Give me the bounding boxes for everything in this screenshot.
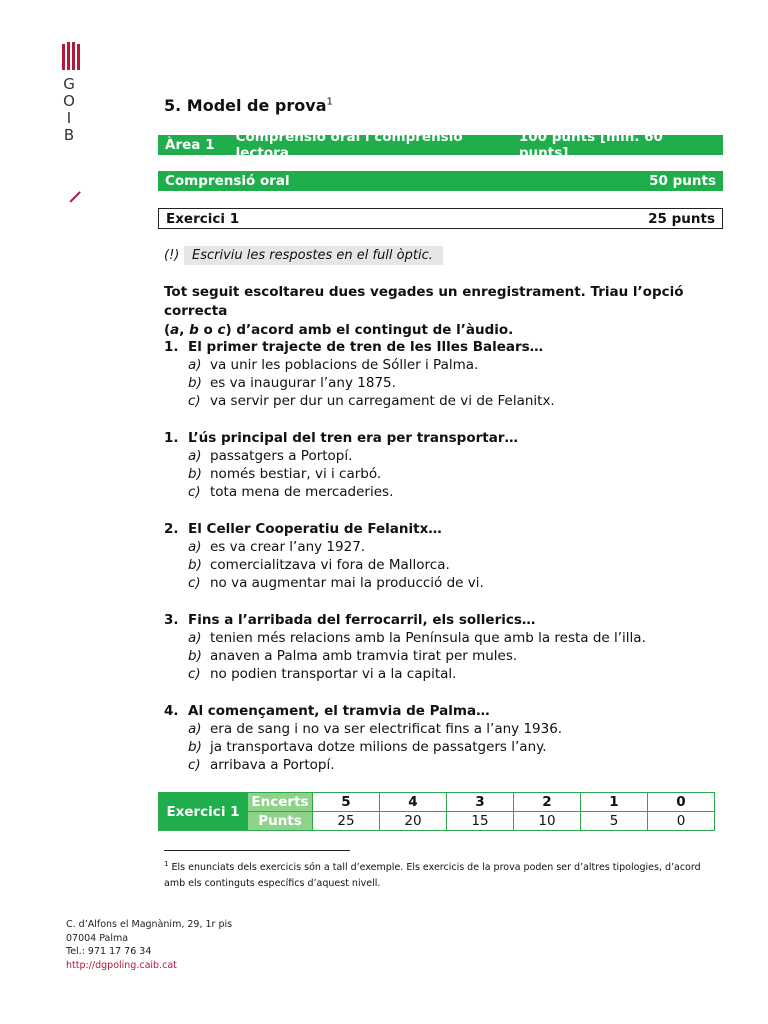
option-text: anaven a Palma amb tramvia tirat per mules. xyxy=(210,648,518,664)
footnote-line-2: amb els continguts específics d’aquest nivell. xyxy=(164,878,381,890)
encerts-cell: 2 xyxy=(514,793,581,812)
section-title: Comprensió oral xyxy=(165,173,290,189)
punts-cell: 5 xyxy=(581,812,648,831)
punts-label: Punts xyxy=(248,812,313,831)
punts-cell: 0 xyxy=(648,812,715,831)
encerts-cell: 5 xyxy=(313,793,380,812)
encerts-label: Encerts xyxy=(248,793,313,812)
footnote-line-1: Els enunciats dels exercicis són a tall d’exemple. Els exercicis de la prova poden ser d’altres tipologies, d’acord xyxy=(171,862,701,874)
option-letter: b) xyxy=(188,557,202,573)
logo-letter: G xyxy=(63,75,75,93)
option-letter: a) xyxy=(188,448,202,464)
address-phone: Tel.: 971 17 76 34 xyxy=(66,946,152,957)
option-letter: c) xyxy=(188,666,201,682)
answer-option[interactable] xyxy=(164,629,724,647)
answer-option[interactable] xyxy=(164,647,724,665)
intro-sep: , xyxy=(179,322,190,338)
answer-option[interactable] xyxy=(164,538,724,556)
option-text: va servir per dur un carregament de vi de Felanitx. xyxy=(210,393,555,409)
website-link[interactable]: http://dgpoling.caib.cat xyxy=(66,959,177,971)
encerts-cell: 0 xyxy=(648,793,715,812)
question xyxy=(164,520,724,592)
footnote-divider xyxy=(164,850,350,851)
question xyxy=(164,611,724,683)
exercise-title: Exercici 1 xyxy=(166,210,240,227)
option-text: va unir les poblacions de Sóller i Palma. xyxy=(210,357,479,373)
area-title: Comprensió oral i comprensió lectora xyxy=(235,129,463,161)
intro-rest: ) d’acord amb el contingut de l’àudio. xyxy=(225,322,514,338)
answer-option[interactable] xyxy=(164,447,724,465)
answer-option[interactable] xyxy=(164,483,724,501)
intro-option-c: c xyxy=(217,322,226,338)
logo-slash xyxy=(70,191,81,202)
option-letter: c) xyxy=(188,484,201,500)
intro-option-a: a xyxy=(170,322,180,338)
option-letter: b) xyxy=(188,375,202,391)
option-text: es va inaugurar l’any 1875. xyxy=(210,375,396,391)
option-letter: b) xyxy=(188,648,202,664)
option-letter: a) xyxy=(188,630,202,646)
option-text: es va crear l’any 1927. xyxy=(210,539,366,555)
option-text: era de sang i no va ser electrificat fins a l’any 1936. xyxy=(210,721,563,737)
encerts-cell: 1 xyxy=(581,793,648,812)
option-letter: b) xyxy=(188,739,202,755)
answer-option[interactable] xyxy=(164,756,724,774)
table-row xyxy=(159,793,715,812)
footnote-number: 1 xyxy=(164,860,169,868)
question-title: El primer trajecte de tren de les Illes Balears… xyxy=(188,339,544,355)
punts-cell: 10 xyxy=(514,812,581,831)
area-bar xyxy=(158,129,723,161)
score-table xyxy=(158,792,715,831)
encerts-cell: 4 xyxy=(380,793,447,812)
goib-logo xyxy=(62,42,88,144)
area-label: Àrea 1 xyxy=(165,137,215,153)
question-number: 1. xyxy=(164,339,179,355)
exercise-bar xyxy=(158,208,723,229)
intro-line-1: Tot seguit escoltareu dues vegades un enregistrament. Triau l’opció correcta xyxy=(164,284,684,319)
option-letter: b) xyxy=(188,466,202,482)
logo-letters xyxy=(62,76,76,144)
page-title xyxy=(164,96,333,115)
answer-option[interactable] xyxy=(164,720,724,738)
question-number: 1. xyxy=(164,430,179,446)
option-text: tenien més relacions amb la Península que amb la resta de l’illa. xyxy=(210,630,646,646)
address-block xyxy=(66,918,232,972)
option-text: comercialitzava vi fora de Mallorca. xyxy=(210,557,450,573)
question xyxy=(164,702,724,774)
question xyxy=(164,429,724,501)
question-number: 3. xyxy=(164,612,179,628)
footnote xyxy=(164,856,724,892)
option-text: arribava a Portopí. xyxy=(210,757,335,773)
logo-letter: I xyxy=(66,109,72,127)
question-title: Al començament, el tramvia de Palma… xyxy=(188,703,490,719)
footnote-ref: 1 xyxy=(326,96,333,108)
intro-paren: ( xyxy=(164,322,171,338)
punts-cell: 25 xyxy=(313,812,380,831)
instruction-text: Escriviu les respostes en el full òptic. xyxy=(184,246,443,265)
option-letter: a) xyxy=(188,721,202,737)
question-title: Fins a l’arribada del ferrocarril, els sollerics… xyxy=(188,612,536,628)
answer-option[interactable] xyxy=(164,556,724,574)
exercise-intro xyxy=(164,283,724,340)
option-text: no podien transportar vi a la capital. xyxy=(210,666,457,682)
exercise-points: 25 punts xyxy=(648,210,715,227)
answer-option[interactable] xyxy=(164,374,724,392)
instruction-mark: (!) xyxy=(164,248,180,263)
option-text: ja transportava dotze milions de passatgers l’any. xyxy=(210,739,547,755)
logo-letter: B xyxy=(63,126,75,144)
option-letter: a) xyxy=(188,357,202,373)
option-letter: a) xyxy=(188,539,202,555)
area-points: 100 punts [mín. 60 punts] xyxy=(518,129,663,161)
answer-option[interactable] xyxy=(164,574,724,592)
option-letter: c) xyxy=(188,575,201,591)
punts-cell: 15 xyxy=(447,812,514,831)
section-bar xyxy=(158,171,723,191)
encerts-cell: 3 xyxy=(447,793,514,812)
answer-option[interactable] xyxy=(164,356,724,374)
question-number: 4. xyxy=(164,703,179,719)
option-text: només bestiar, vi i carbó. xyxy=(210,466,382,482)
logo-stripes xyxy=(62,42,88,70)
intro-option-b: b xyxy=(189,322,199,338)
answer-option[interactable] xyxy=(164,392,724,410)
option-text: passatgers a Portopí. xyxy=(210,448,353,464)
question-title: El Celler Cooperatiu de Felanitx… xyxy=(188,521,442,537)
question-title: L’ús principal del tren era per transportar… xyxy=(188,430,518,446)
page-title-text: 5. Model de prova xyxy=(164,96,327,115)
option-text: no va augmentar mai la producció de vi. xyxy=(210,575,484,591)
answer-option[interactable] xyxy=(164,465,724,483)
question-number: 2. xyxy=(164,521,179,537)
punts-cell: 20 xyxy=(380,812,447,831)
option-letter: c) xyxy=(188,393,201,409)
intro-or: o xyxy=(198,322,218,338)
address-city: 07004 Palma xyxy=(66,932,129,944)
score-exercise-label: Exercici 1 xyxy=(159,793,248,831)
logo-letter: O xyxy=(63,92,75,110)
section-points: 50 punts xyxy=(649,173,716,189)
address-street: C. d’Alfons el Magnànim, 29, 1r pis xyxy=(66,919,233,930)
option-text: tota mena de mercaderies. xyxy=(210,484,394,500)
option-letter: c) xyxy=(188,757,201,773)
question xyxy=(164,338,724,410)
answer-option[interactable] xyxy=(164,665,724,683)
answer-option[interactable] xyxy=(164,738,724,756)
